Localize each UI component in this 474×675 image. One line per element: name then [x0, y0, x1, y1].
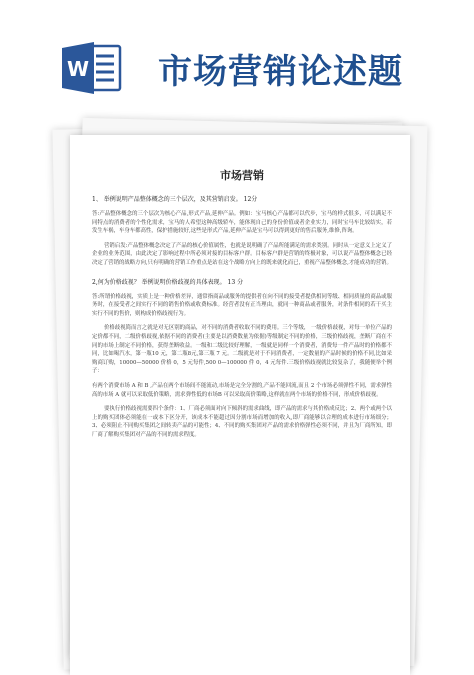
answer-2-paragraph: 要执行价格歧视需要四个条件：1、厂商必须面对向下倾斜的需求曲线，即产品的需求与其价格成反比；2、两个或两个以上的购买团体必须能在一或本下区分开，该成本不能超过因分割市场而增加的收入,即厂商能够以合理的成本进行市场细分；3、必须阻止不同购买集团之间转卖产品的可能性；4、不同的购买集团对产品的需求价格弹性必须不同，并且为厂商所知，即厂商了解购买集团对产品的不同的需求程度。	[92, 406, 392, 438]
answer-1-paragraph: 答:产品整体概念的三个层次为核心产品,形式产品,延伸产品。例如：宝马核心产品都可以代步，宝马的样式很多，可以满足不同特点的消费者的个性化需求，宝马的人希望这种高级轿车，能体现自己的身份价值或者企业实力，同时宝马车比较结实，若发生车祸，车身车都高性，保护措施较好,这些是形式产品,延伸产品是宝马可以得到更好的售后服务,维修,咨询。	[92, 211, 392, 235]
svg-text:W: W	[66, 57, 90, 81]
document-title: 市场营销论述题	[158, 52, 403, 92]
header-banner	[0, 0, 474, 132]
question-1: 1、 举例说明产品整体概念的三个层次，及其营销启发。 12分	[92, 196, 258, 203]
document-page	[70, 135, 410, 675]
question-2: 2,何为价格歧视？ 举例说明价格歧视的具体表现。 13 分	[92, 278, 244, 286]
answer-2-paragraph: 价格歧视简而言之就是对无区别的商品，对不同的消费者收取不同的费用。三个等级， 一级价格歧视，对每一单位产品的定价都不同，二级价格歧视,依据不同的消费者(主要是以消费数量为依据)等级制定不同的价格，三级价格歧视，垄断厂商在不同的市场上制定不同价格，获得垄断收益。一级和二级比较好理解，一级就是同样一个消费者，消费每一件产品时的价格都不同，比如喝汽水，第一瓶10 元，第二瓶8元,第三瓶 7 元。二级就是对于不同消费者，一定数量的产品时候的价格不同,比如采购商订购，10000—50000 价格 0，5 元每件,500 0—100000 件 0，4 元每件.三级价格歧视就比较复杂了，我随便举个例子：	[92, 325, 392, 375]
page-content	[92, 163, 392, 445]
answer-2-paragraph: 答:所谓价格歧视，实质上是一种价格差异，通常指商品或服务的提供者在向不同的接受者提供相同等级、相同质量的商品或服务时，在接受者之间实行不同的销售价格或收费标准。经营者没有正当理由，就同一种商品或者服务，对条件相同的若干买主实行不同的售价，则构成价格歧视行为。	[92, 293, 392, 317]
answer-2-paragraph: 有两个消费市场 A 和 B ,产品在两个市场间不能流动,市场是完全分割的,产品不能回流,而且 2 个市场必须弹性不同，需求弹性高的市场 A 就可以采取低价策略，需求弹性低的市场B 可以采取高价策略,这样就在两个市场的价格不同，形成价格歧视。	[92, 382, 392, 398]
word-icon	[60, 40, 122, 96]
answer-1-paragraph: 营销启发:产品整体概念决定了产品的核心价值属性，也就是说明确了产品所能满足的需求类别。同时从一定意义上定义了企业的业务范围，由此决定了影响过程中所必须对接的目标客户群。目标客户群是营销的终极对象，可以说产品整体概念已经决定了营销的战略方向,只有明确的营销工作重点是站在这个战略方向上的既来就化而已，重视产品整体概念,才能成功的营销。	[92, 242, 392, 266]
paper-stack	[58, 120, 418, 670]
page-heading: 市场营销	[220, 169, 264, 182]
